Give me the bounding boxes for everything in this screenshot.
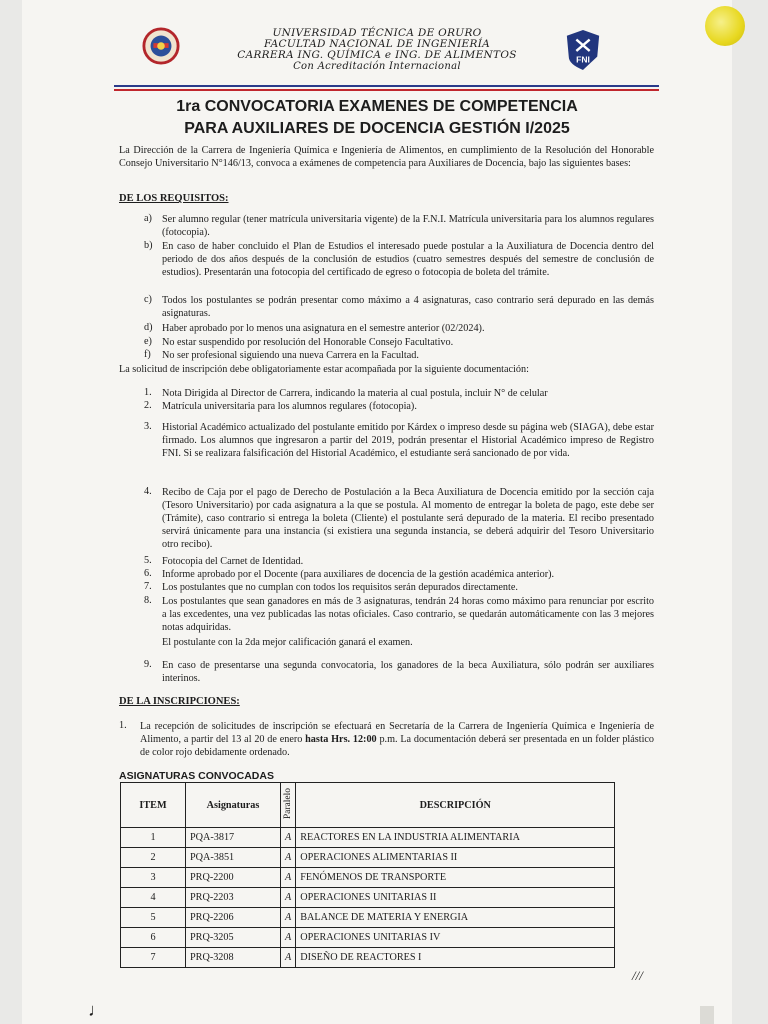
inscripciones-heading: DE LA INSCRIPCIONES: — [119, 696, 240, 707]
paralelo-label: Paralelo — [283, 787, 294, 820]
cell-codigo: PRQ-3205 — [186, 928, 281, 948]
list-item: Historial Académico actualizado del postulante emitido por Kárdex o impreso desde su página web (SIAGA), debe estar firmado. Los alumnos que ingresaron a partir del 2019, podrán presentar el Historial Académico impreso de Registro FNI. Si se realizara falsificación del Historial Académico, el estudiante será sancionado de por vida. — [162, 422, 654, 459]
col-descripcion-header: DESCRIPCIÓN — [296, 783, 615, 828]
table-row — [121, 908, 615, 928]
requisitos-heading: DE LOS REQUISITOS: — [119, 193, 229, 204]
list-marker: 5. — [144, 555, 152, 566]
pencil-mark-icon: ♩ — [88, 1000, 106, 1020]
list-item: En caso de haber concluido el Plan de Estudios el interesado puede postular a la Auxiliatura de Docencia dentro del periodo de dos años después de la conclusión de estudios (cuatro semestres después del semestre de conclusión de estudios). Presentarán una fotocopia del certificado de egreso o fotocopia de boleta del trámite. — [162, 241, 654, 278]
career-name: CARRERA ING. QUÍMICA e ING. DE ALIMENTOS — [237, 49, 517, 61]
document-title-line2: PARA AUXILIARES DE DOCENCIA GESTIÓN I/2025 — [184, 120, 570, 137]
cell-paralelo: A — [281, 828, 296, 848]
cell-descripcion: REACTORES EN LA INDUSTRIA ALIMENTARIA — [296, 828, 615, 848]
inscripciones-deadline: hasta Hrs. 12:00 — [305, 734, 377, 745]
cell-item: 1 — [121, 828, 186, 848]
list-item: El postulante con la 2da mejor calificación ganará el examen. — [162, 637, 413, 648]
handwritten-marks: /// — [632, 968, 643, 983]
table-row — [121, 828, 615, 848]
header-rule-blue — [114, 85, 659, 87]
cell-item: 4 — [121, 888, 186, 908]
list-item: Ser alumno regular (tener matrícula universitaria vigente) de la F.N.I. Matrícula universitaria para los alumnos regulares (fotocopia). — [162, 214, 654, 238]
list-marker: 3. — [144, 421, 152, 432]
list-marker: f) — [144, 349, 151, 360]
col-asignaturas-header: Asignaturas — [186, 783, 281, 828]
document-title-line1: 1ra CONVOCATORIA EXAMENES DE COMPETENCIA — [176, 98, 578, 115]
table-row — [121, 848, 615, 868]
list-marker: e) — [144, 336, 152, 347]
cell-descripcion: DISEÑO DE REACTORES I — [296, 948, 615, 968]
list-marker: 8. — [144, 595, 152, 606]
col-item-header: ITEM — [121, 783, 186, 828]
cell-paralelo: A — [281, 948, 296, 968]
cell-descripcion: OPERACIONES UNITARIAS II — [296, 888, 615, 908]
list-item: Matrícula universitaria para los alumnos regulares (fotocopia). — [162, 401, 417, 412]
list-item: Todos los postulantes se podrán presentar como máximo a 4 asignaturas, caso contrario será depurado en las demás asignaturas. — [162, 295, 654, 319]
asignaturas-table — [120, 782, 615, 968]
list-marker: a) — [144, 213, 152, 224]
table-row — [121, 948, 615, 968]
cell-codigo: PRQ-2203 — [186, 888, 281, 908]
cell-paralelo: A — [281, 928, 296, 948]
letterhead — [22, 28, 732, 72]
table-row — [121, 928, 615, 948]
list-marker: 1. — [144, 387, 152, 398]
table-row — [121, 888, 615, 908]
list-item: No estar suspendido por resolución del Honorable Consejo Facultativo. — [162, 337, 454, 348]
faculty-name: FACULTAD NACIONAL DE INGENIERÍA — [263, 38, 491, 50]
list-item: No ser profesional siguiendo una nueva Carrera en la Facultad. — [162, 350, 419, 361]
cell-paralelo: A — [281, 908, 296, 928]
cell-codigo: PQA-3817 — [186, 828, 281, 848]
col-paralelo-header — [281, 783, 296, 828]
cell-codigo: PRQ-2200 — [186, 868, 281, 888]
cell-codigo: PRQ-3208 — [186, 948, 281, 968]
list-marker: 4. — [144, 486, 152, 497]
inscripciones-paragraph — [140, 720, 654, 759]
list-item: Nota Dirigida al Director de Carrera, indicando la materia al cual postula, incluir N° de celular — [162, 388, 548, 399]
solicitud-paragraph: La solicitud de inscripción debe obligatoriamente estar acompañada por la siguiente documentación: — [119, 364, 529, 375]
table-header-row — [121, 783, 615, 828]
list-marker: c) — [144, 294, 152, 305]
intro-paragraph: La Dirección de la Carrera de Ingeniería Química e Ingeniería de Alimentos, en cumplimiento de la Resolución del Honorable Consejo Universitario N°146/13, convoca a exámenes de competencia para Auxiliares de Docencia, bajo las siguientes bases: — [119, 145, 654, 169]
cell-descripcion: FENÓMENOS DE TRANSPORTE — [296, 868, 615, 888]
inscripciones-text-a: La recepción de solicitudes de inscripción se efectuará en Secretaría de la Carrera de Ingeniería Química e Ingeniería de Alimento, a partir del 13 al 20 de enero — [140, 721, 654, 745]
cell-item: 7 — [121, 948, 186, 968]
cell-paralelo: A — [281, 888, 296, 908]
list-item: Haber aprobado por lo menos una asignatura en el semestre anterior (02/2024). — [162, 323, 485, 334]
list-marker: 9. — [144, 659, 152, 670]
list-item: En caso de presentarse una segunda convocatoria, los ganadores de la beca Auxiliatura, sólo podrán ser auxiliares interinos. — [162, 660, 654, 684]
list-item: Informe aprobado por el Docente (para auxiliares de docencia de la gestión académica anterior). — [162, 569, 555, 580]
list-item: Los postulantes que no cumplan con todos los requisitos serán depurados directamente. — [162, 582, 518, 593]
fni-logo-text: FNI — [576, 54, 590, 65]
cell-descripcion: OPERACIONES UNITARIAS IV — [296, 928, 615, 948]
header-rule-red — [114, 89, 659, 91]
cell-item: 5 — [121, 908, 186, 928]
list-marker: b) — [144, 240, 153, 251]
cell-paralelo: A — [281, 868, 296, 888]
page-corner — [700, 1006, 714, 1024]
inscripciones-text-c: p.m. La documentación deberá ser presentada en un folder plástico de color rojo debidamente ordenado. — [140, 734, 655, 758]
list-item: Los postulantes que sean ganadores en más de 3 asignaturas, tendrán 24 horas como máximo para renunciar por escrito a las excedentes, una vez publicadas las notas oficiales. Caso contrario, se quedarán automáticamente con las 3 mejores notas adquiridas. — [162, 596, 654, 633]
cell-item: 3 — [121, 868, 186, 888]
cell-item: 2 — [121, 848, 186, 868]
cell-descripcion: OPERACIONES ALIMENTARIAS II — [296, 848, 615, 868]
list-item: Fotocopia del Carnet de Identidad. — [162, 556, 304, 567]
document-page — [22, 0, 732, 1024]
cell-paralelo: A — [281, 848, 296, 868]
list-marker: 2. — [144, 400, 152, 411]
cell-codigo: PQA-3851 — [186, 848, 281, 868]
cell-codigo: PRQ-2206 — [186, 908, 281, 928]
cell-item: 6 — [121, 928, 186, 948]
accreditation-text: Con Acreditación Internacional — [293, 61, 461, 72]
university-name: UNIVERSIDAD TÉCNICA DE ORURO — [272, 27, 482, 39]
list-marker: d) — [144, 322, 153, 333]
cell-descripcion: BALANCE DE MATERIA Y ENERGIA — [296, 908, 615, 928]
list-item: Recibo de Caja por el pago de Derecho de Postulación a la Beca Auxiliatura de Docencia emitido por la sección caja (Tesoro Universitario) por cada asignatura a la que se postula. Al momento de entregar la boleta de pago, este debe ser (Trámite), caso contrario si entrega la boleta (Cliente) el postulante será depurado de la materia. El recibo presentado servirá únicamente para una instancia (si existiera una segunda instancia, se deberá adquirir del Tesoro Universitario otro recibo). — [162, 487, 654, 550]
table-title: ASIGNATURAS CONVOCADAS — [119, 770, 274, 782]
list-marker: 7. — [144, 581, 152, 592]
table-row — [121, 868, 615, 888]
list-marker: 1. — [119, 720, 127, 731]
list-marker: 6. — [144, 568, 152, 579]
